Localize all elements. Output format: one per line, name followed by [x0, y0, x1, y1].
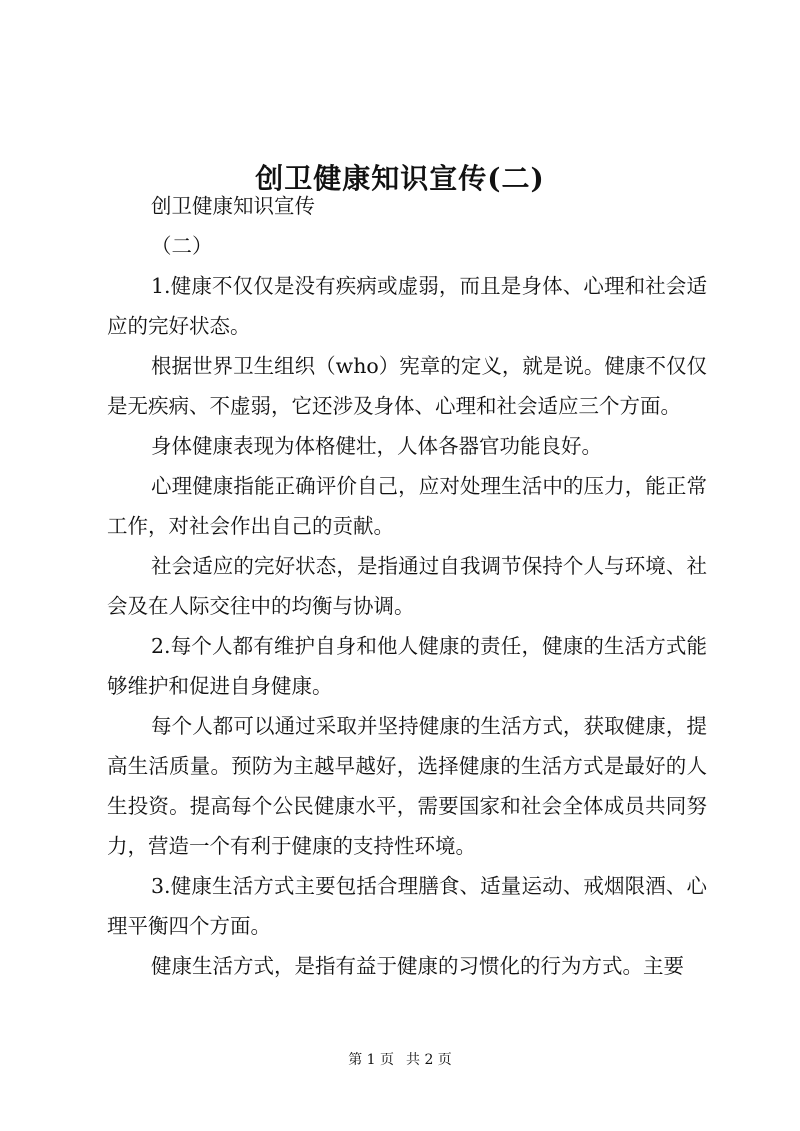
document-body: [107, 186, 707, 986]
paragraph: 每个人都可以通过采取并坚持健康的生活方式，获取健康，提高生活质量。预防为主越早越好，选择健康的生活方式是最好的人生投资。提高每个公民健康水平，需要国家和社会全体成员共同努力，营造一个有利于健康的支持性环境。: [107, 714, 707, 858]
paragraph: 社会适应的完好状态，是指通过自我调节保持个人与环境、社会及在人际交往中的均衡与协调。: [107, 554, 707, 618]
paragraph: 心理健康指能正确评价自己，应对处理生活中的压力，能正常工作，对社会作出自己的贡献。: [107, 474, 707, 538]
paragraph: 健康生活方式，是指有益于健康的习惯化的行为方式。主要: [151, 954, 684, 978]
paragraph: 根据世界卫生组织（who）宪章的定义，就是说。健康不仅仅是无疾病、不虚弱，它还涉及身体、心理和社会适应三个方面。: [107, 354, 707, 418]
page-footer: [0, 1050, 800, 1070]
paragraph: 2.每个人都有维护自身和他人健康的责任，健康的生活方式能够维护和促进自身健康。: [107, 634, 707, 698]
paragraph: 创卫健康知识宣传: [151, 194, 315, 218]
page-number: 第 1 页: [348, 1052, 394, 1068]
paragraph: 身体健康表现为体格健壮，人体各器官功能良好。: [151, 434, 602, 458]
paragraph: 3.健康生活方式主要包括合理膳食、适量运动、戒烟限酒、心理平衡四个方面。: [107, 874, 707, 938]
page-total: 共 2 页: [406, 1052, 452, 1068]
paragraph: 1.健康不仅仅是没有疾病或虚弱，而且是身体、心理和社会适应的完好状态。: [107, 274, 707, 338]
document-title: 创卫健康知识宣传(二): [255, 161, 545, 195]
paragraph: （二）: [151, 234, 213, 258]
